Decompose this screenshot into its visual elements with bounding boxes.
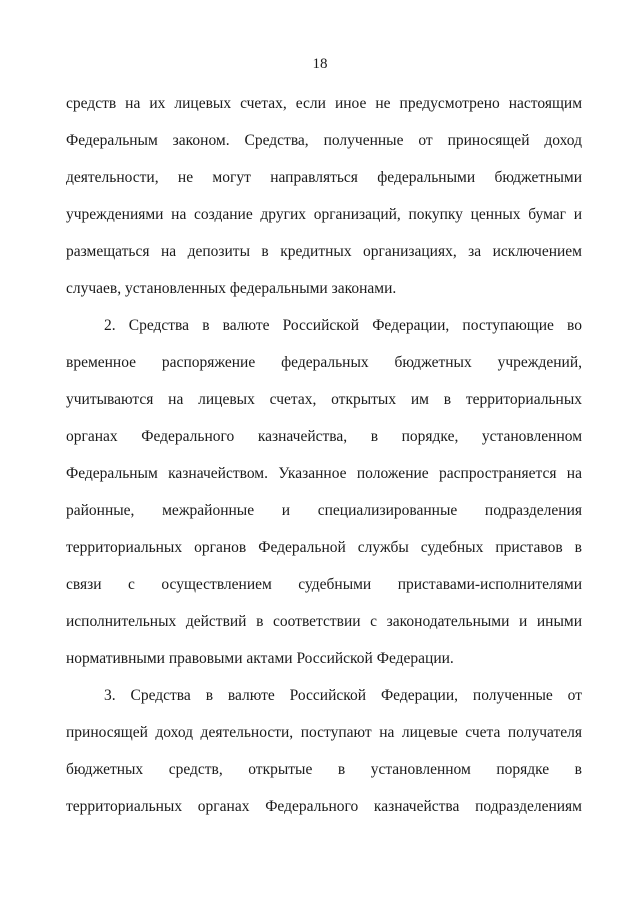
paragraph-3-first-line: 3. Средства в валюте Российской Федерации, полученные от <box>104 687 582 704</box>
page-number: 18 <box>312 56 328 72</box>
text-line-13: территориальных органов Федеральной службы судебных приставов в <box>66 539 582 556</box>
text-line-6: случаев, установленных федеральными законами. <box>66 280 397 297</box>
text-line-15: исполнительных действий в соответствии с законодательными и иными <box>66 613 582 630</box>
text-line-12: районные, межрайонные и специализированные подразделения <box>66 502 582 519</box>
text-line-5: размещаться на депозиты в кредитных организациях, за исключением <box>66 243 582 260</box>
paragraph-2-first-line: 2. Средства в валюте Российской Федерации, поступающие во <box>104 317 582 334</box>
text-line-1: средств на их лицевых счетах, если иное не предусмотрено настоящим <box>66 95 582 112</box>
text-line-18: приносящей доход деятельности, поступают на лицевые счета получателя <box>66 724 582 741</box>
text-line-10: органах Федерального казначейства, в порядке, установленном <box>66 428 582 445</box>
text-line-4: учреждениями на создание других организаций, покупку ценных бумаг и <box>66 206 582 223</box>
text-line-8: временное распоряжение федеральных бюджетных учреждений, <box>66 354 582 371</box>
text-line-16: нормативными правовыми актами Российской Федерации. <box>66 650 454 667</box>
text-line-14: связи с осуществлением судебными приставами-исполнителями <box>66 576 582 593</box>
text-line-3: деятельности, не могут направляться федеральными бюджетными <box>66 169 582 186</box>
text-line-9: учитываются на лицевых счетах, открытых им в территориальных <box>66 391 582 408</box>
text-line-20: территориальных органах Федерального казначейства подразделениям <box>66 798 582 815</box>
text-line-2: Федеральным законом. Средства, полученные от приносящей доход <box>66 132 582 149</box>
text-line-19: бюджетных средств, открытые в установленном порядке в <box>66 761 582 778</box>
text-line-11: Федеральным казначейством. Указанное положение распространяется на <box>66 465 582 482</box>
